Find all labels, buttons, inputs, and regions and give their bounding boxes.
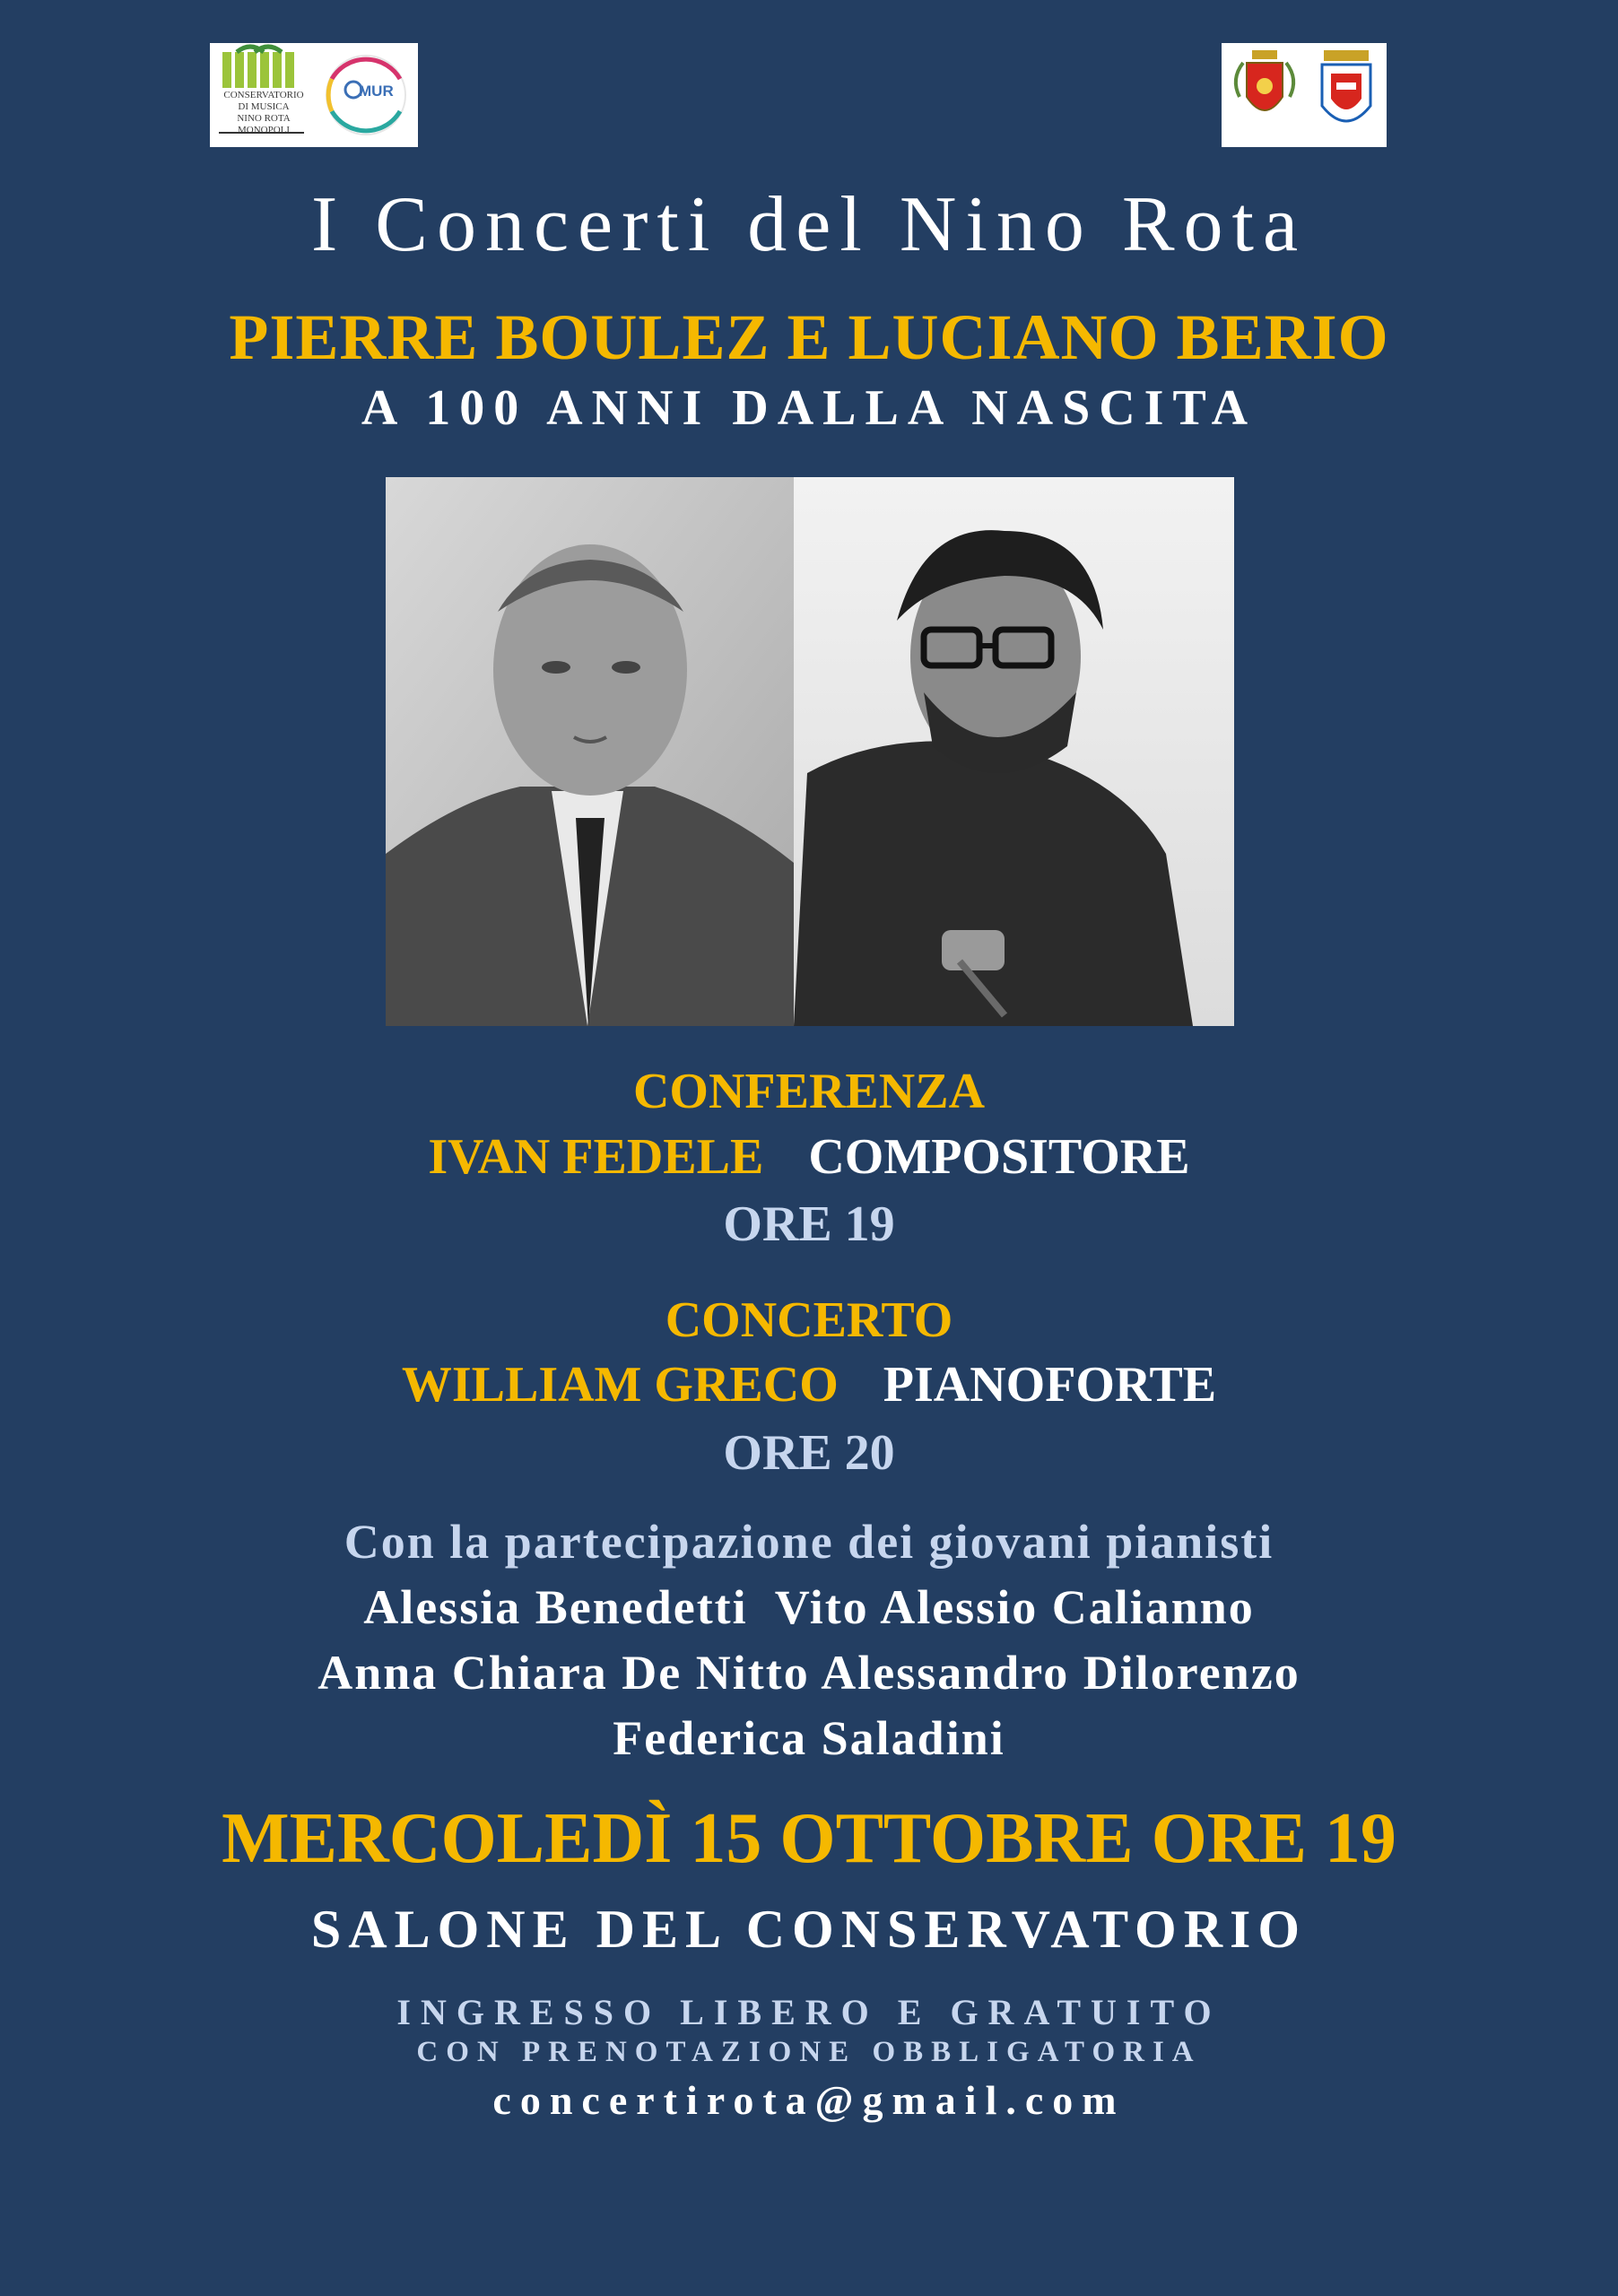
concerto-performer-name: WILLIAM GRECO [401, 1357, 839, 1413]
concerto-performer-line [0, 1356, 1618, 1413]
conferenza-heading: CONFERENZA [632, 1064, 986, 1119]
participants-line: Anna Chiara De Nitto Alessandro Dilorenzo [318, 1646, 1300, 1700]
event-subtitle: A 100 ANNI DALLA NASCITA [361, 380, 1257, 436]
participants-intro: Con la partecipazione dei giovani pianisti [344, 1515, 1274, 1569]
contact-email[interactable]: concertirota@gmail.com [492, 2077, 1126, 2123]
conferenza-speaker-role: COMPOSITORE [808, 1129, 1190, 1185]
event-venue: SALONE DEL CONSERVATORIO [310, 1900, 1308, 1959]
logo-line: NINO ROTA [237, 113, 291, 124]
logo-line: MONOPOLI [237, 125, 291, 135]
logo-line: DI MUSICA [238, 101, 290, 112]
portrait-boulez [386, 477, 794, 1026]
coat-of-arms-monopoli-icon [1236, 50, 1293, 110]
event-date: MERCOLEDÌ 15 OTTOBRE ORE 19 [222, 1799, 1396, 1878]
conferenza-time: ORE 19 [723, 1196, 895, 1252]
logo-group-right [1222, 43, 1387, 147]
concerto-time: ORE 20 [723, 1425, 895, 1481]
logo-line: CONSERVATORIO [223, 90, 304, 100]
mur-logo-text: MUR [359, 83, 394, 100]
booking-info: CON PRENOTAZIONE OBBLIGATORIA [416, 2036, 1202, 2068]
conservatorio-logo-text [217, 90, 310, 136]
coat-of-arms-puglia-icon [1322, 50, 1370, 121]
composers-photo [386, 477, 1234, 1026]
logo-group-left [210, 43, 418, 147]
series-title: I Concerti del Nino Rota [310, 181, 1308, 268]
participants-line: Alessia Benedetti Vito Alessio Calianno [363, 1580, 1255, 1634]
participants-line: Federica Saladini [613, 1711, 1005, 1765]
conferenza-speaker-name: IVAN FEDELE [428, 1129, 764, 1185]
event-title: PIERRE BOULEZ E LUCIANO BERIO [229, 301, 1389, 373]
entry-info: INGRESSO LIBERO E GRATUITO [396, 1992, 1222, 2032]
conferenza-speaker-line [0, 1128, 1618, 1186]
concerto-performer-role: PIANOFORTE [883, 1357, 1217, 1413]
concerto-heading: CONCERTO [665, 1292, 953, 1348]
portrait-berio [794, 477, 1234, 1026]
